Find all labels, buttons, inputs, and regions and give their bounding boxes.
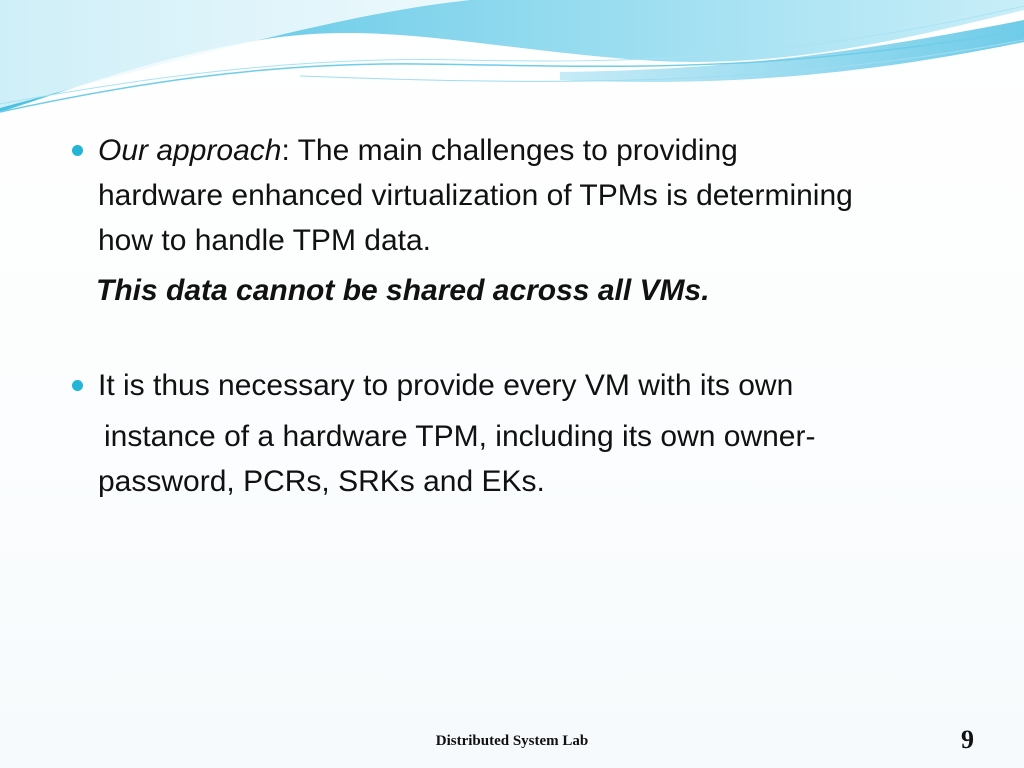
emphasis-statement: This data cannot be shared across all VMs. xyxy=(96,274,710,307)
bullet-text: hardware enhanced virtualization of TPMs is determining xyxy=(98,179,853,212)
bullet-our-approach xyxy=(72,128,972,263)
bullet-text: how to handle TPM data. xyxy=(98,224,431,257)
bullet-continuation: instance of a hardware TPM, including its own owner- xyxy=(104,420,816,453)
header-wave-decoration xyxy=(0,0,1024,130)
bullet-dot-icon xyxy=(72,145,83,156)
slide-body xyxy=(72,128,972,504)
slide-number: 9 xyxy=(961,725,974,754)
bullet-continuation: password, PCRs, SRKs and EKs. xyxy=(98,465,545,498)
spacer xyxy=(72,313,972,363)
bullet-label: Our approach xyxy=(98,134,282,167)
bullet-text: It is thus necessary to provide every VM with its own xyxy=(98,369,794,402)
bullet-dot-icon xyxy=(72,380,83,391)
footer-text: Distributed System Lab xyxy=(435,733,589,749)
bullet-vm-instance xyxy=(72,363,972,408)
bullet-text: : The main challenges to providing xyxy=(281,134,738,167)
